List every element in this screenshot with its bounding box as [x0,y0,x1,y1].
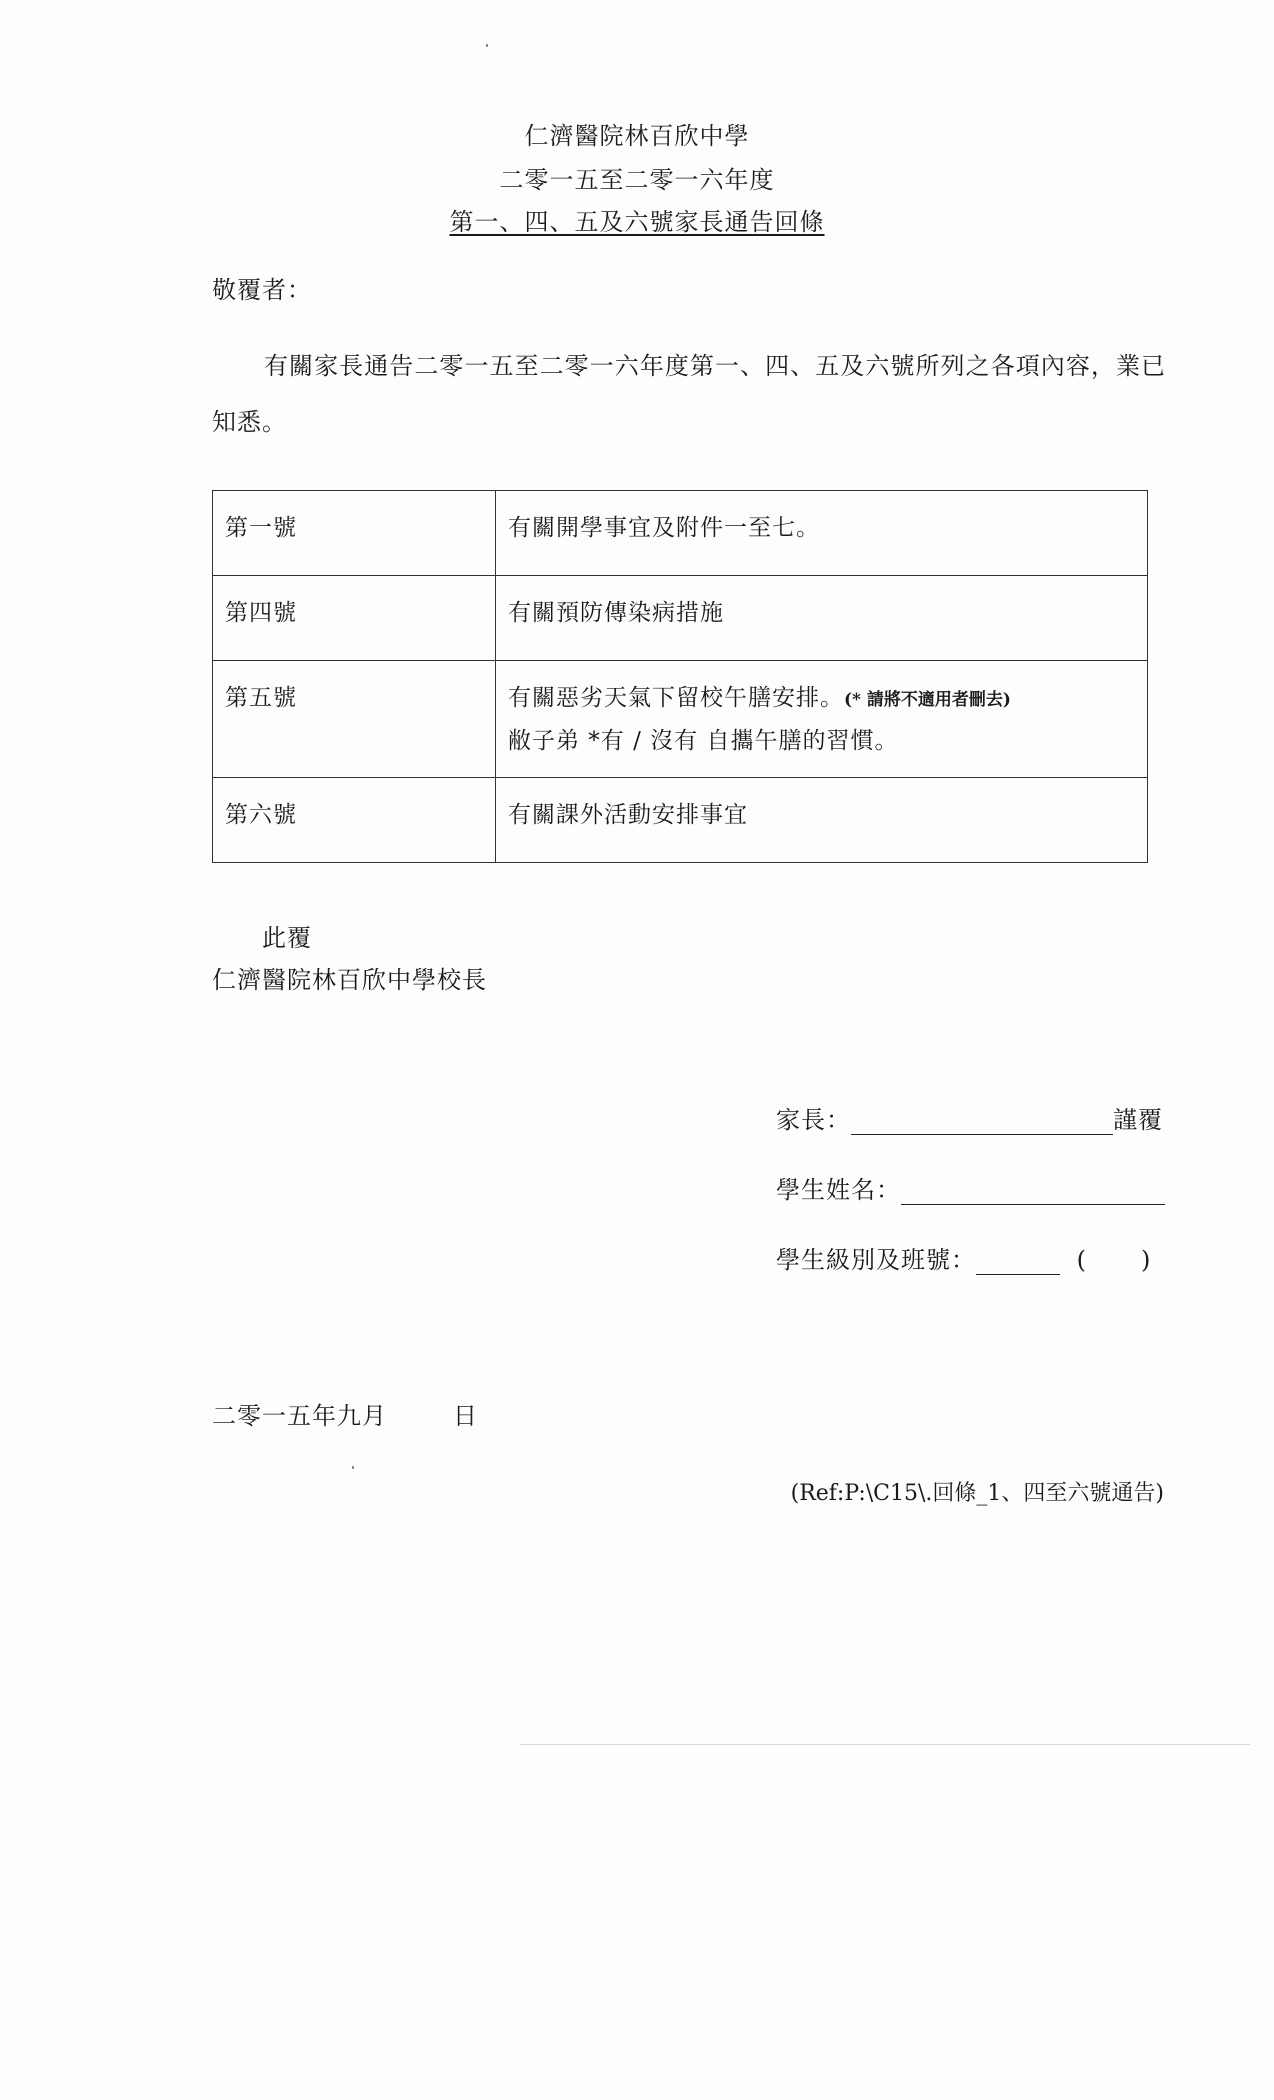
closing-phrase: 此覆 [262,924,312,952]
notice-content-cell [496,661,1148,778]
salutation: 敬覆者： [212,276,312,304]
scan-speck [486,44,488,47]
class-number-close-paren: ) [1141,1246,1152,1274]
parent-signature-line [776,1100,1163,1135]
parent-label: 家長： [776,1106,851,1134]
table-row [213,661,1148,778]
class-number-open-paren: ( [1076,1246,1088,1274]
table-row [213,778,1148,863]
school-name: 仁濟醫院林百欣中學 [524,122,750,150]
notice-content: 有關惡劣天氣下留校午膳安排。 [508,685,844,711]
parent-signature-field[interactable] [851,1108,1113,1135]
document-title [0,200,1274,244]
scan-speck [352,1466,354,1469]
class-line [776,1240,1151,1275]
date-line [212,1396,478,1431]
academic-year: 二零一五至二零一六年度 [499,166,775,194]
table-row [213,491,1148,576]
notice-number: 第四號 [213,576,496,661]
scan-artifact-line [520,1744,1250,1745]
notice-number: 第一號 [213,491,496,576]
student-name-field[interactable] [901,1178,1165,1205]
student-name-label: 學生姓名： [776,1176,901,1204]
file-reference: (Ref:P:\C15\.回條_1、四至六號通告) [790,1481,1164,1506]
parent-suffix: 謹覆 [1113,1106,1163,1134]
notice-content: 有關課外活動安排事宜 [496,778,1148,863]
body-paragraph: 有關家長通告二零一五至二零一六年度第一、四、五及六號所列之各項內容，業已知悉。 [212,352,1166,436]
notice-number: 第六號 [213,778,496,863]
notice-table [212,490,1148,863]
lunch-habit-choice[interactable]: 敝子弟 *有 / 沒有 自攜午膳的習慣。 [508,728,899,754]
table-row [213,576,1148,661]
notice-content: 有關開學事宜及附件一至七。 [496,491,1148,576]
date-text: 二零一五年九月 [212,1402,387,1430]
class-label: 學生級別及班號： [776,1246,976,1274]
notice-content: 有關預防傳染病措施 [496,576,1148,661]
student-name-line [776,1170,1165,1205]
notice-number: 第五號 [213,661,496,778]
day-label: 日 [453,1402,478,1430]
document-title-text: 第一、四、五及六號家長通告回條 [449,208,825,236]
delete-note: (* 請將不適用者刪去) [844,690,1011,710]
addressee: 仁濟醫院林百欣中學校長 [212,966,487,994]
class-field[interactable] [976,1248,1060,1275]
